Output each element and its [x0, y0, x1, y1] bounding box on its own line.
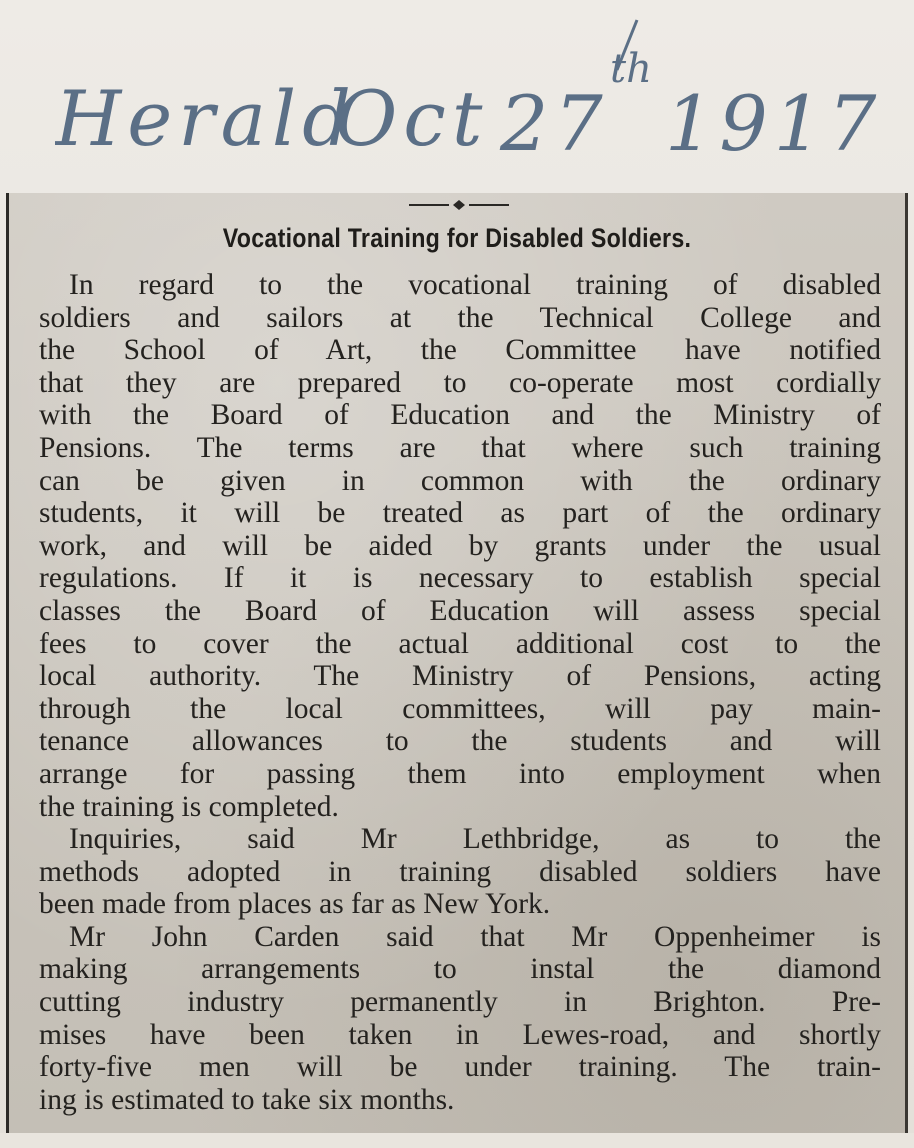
article-line: local authority. The Ministry of Pensions, acting: [39, 660, 881, 693]
handwritten-day: 27: [500, 79, 609, 168]
article-line: that they are prepared to co-operate most cordially: [39, 366, 881, 399]
article-line: the School of Art, the Committee have notified: [39, 334, 881, 367]
article-line: Inquiries, said Mr Lethbridge, as to the: [69, 823, 881, 856]
article-line: arrange for passing them into employment when: [39, 757, 881, 790]
article-line: fees to cover the actual additional cost to the: [39, 627, 881, 660]
handwritten-date-annotation: [55, 10, 895, 195]
article-line: In regard to the vocational training of disabled: [69, 269, 881, 301]
article-line: the training is completed.: [39, 790, 339, 823]
article-body: [39, 269, 881, 1116]
article-line: classes the Board of Education will assess special: [39, 594, 881, 627]
rule-ornament-icon: [409, 199, 509, 211]
article-line: methods adopted in training disabled soldiers have: [39, 855, 881, 888]
article-line: Pensions. The terms are that where such training: [39, 431, 881, 464]
article-line: making arrangements to instal the diamond: [39, 953, 881, 986]
article-line: soldiers and sailors at the Technical College and: [39, 301, 881, 334]
article-line: cutting industry permanently in Brighton. Pre-: [39, 986, 881, 1019]
newspaper-clipping: [6, 193, 908, 1133]
article-headline: Vocational Training for Disabled Soldiers.: [222, 223, 692, 253]
article-line: been made from places as far as New York.: [39, 888, 551, 921]
article-line: mises have been taken in Lewes-road, and shortly: [39, 1018, 881, 1051]
handwritten-month: Oct: [335, 74, 489, 163]
article-line: can be given in common with the ordinary: [39, 464, 881, 497]
article-line: ing is estimated to take six months.: [39, 1083, 455, 1116]
article-line: Mr John Carden said that Mr Oppenheimer is: [69, 920, 881, 953]
backing-bottom-edge: [0, 1133, 914, 1148]
article-line: with the Board of Education and the Ministry of: [39, 399, 881, 432]
handwritten-year: 1917: [665, 79, 883, 168]
article-line: forty-five men will be under training. The train-: [39, 1051, 881, 1084]
article-line: regulations. If it is necessary to establish special: [39, 562, 881, 595]
handwritten-day-suffix: th: [610, 46, 652, 92]
article-line: through the local committees, will pay main-: [39, 692, 881, 725]
article-line: work, and will be aided by grants under the usual: [39, 529, 881, 562]
article-line: tenance allowances to the students and will: [39, 725, 881, 758]
article-line: students, it will be treated as part of the ordinary: [39, 497, 881, 530]
handwritten-paper-name: Herald: [55, 74, 357, 163]
